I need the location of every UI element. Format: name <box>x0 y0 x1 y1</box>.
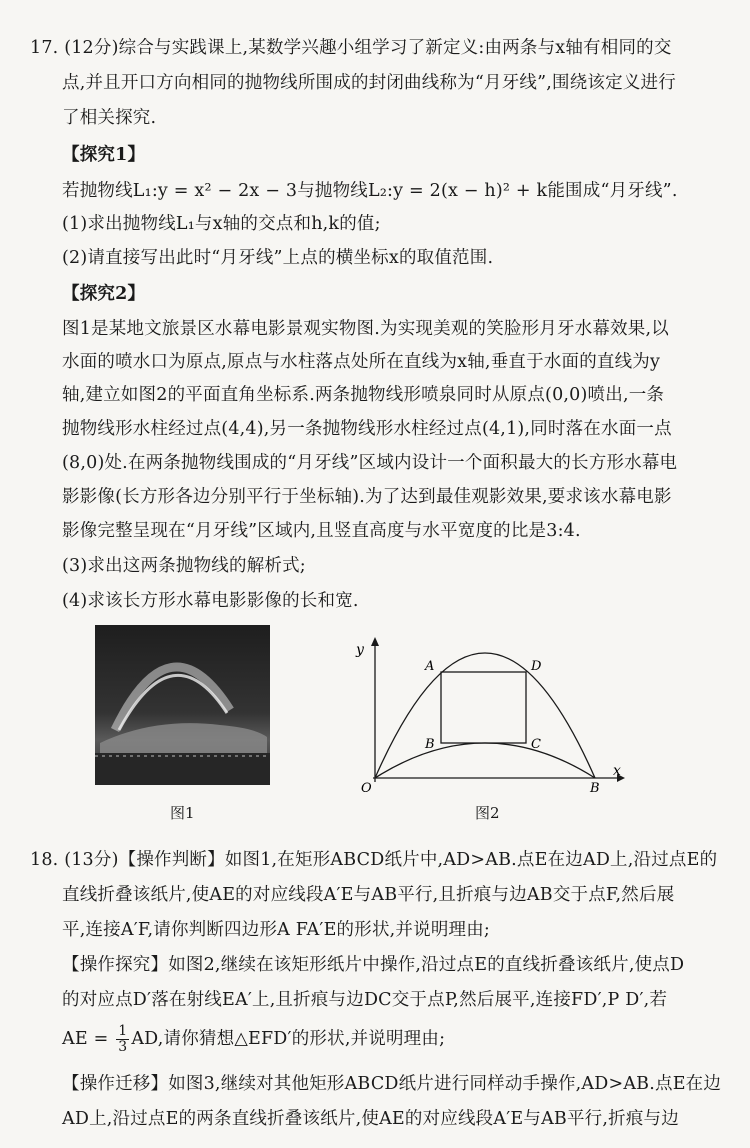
q18-line-4: 【操作探究】如图2,继续在该矩形纸片中操作,沿过点E的直线折叠该纸片,使点D <box>62 955 685 975</box>
q17-line-3: 了相关探究. <box>62 108 157 128</box>
figure-2-diagram <box>345 632 635 792</box>
label-D: D <box>531 659 542 674</box>
q17-heading-explore-1: 【探究1】 <box>62 145 146 165</box>
figure-1-photo <box>95 625 270 785</box>
q18-line-3: 平,连接A′F,请你判断四边形A FA′E的形状,并说明理由; <box>62 920 491 940</box>
figure-1-caption: 图1 <box>170 804 195 822</box>
q17-subq-2: (2)请直接写出此时“月牙线”上点的横坐标x的取值范围. <box>62 248 494 268</box>
fraction-denominator: 3 <box>118 1039 128 1055</box>
q17-subq-3: (3)求出这两条抛物线的解析式; <box>62 556 306 576</box>
label-B-end: B <box>590 781 600 792</box>
q18-line-6-prefix: AE = <box>62 1029 109 1049</box>
y-axis-arrow-icon <box>371 637 379 646</box>
q17-line-12: 影影像(长方形各边分别平行于坐标轴).为了达到最佳观影效果,要求该水幕电影 <box>62 487 672 507</box>
q17-line-13: 影像完整呈现在“月牙线”区域内,且竖直高度与水平宽度的比是3:4. <box>62 521 581 541</box>
label-A: A <box>425 659 435 674</box>
q17-subq-4: (4)求该长方形水幕电影影像的长和宽. <box>62 591 359 611</box>
q18-line-1: 18. (13分)【操作判断】如图1,在矩形ABCD纸片中,AD>AB.点E在边AD上,沿过点E的 <box>30 850 718 870</box>
q17-subq-1: (1)求出抛物线L₁与x轴的交点和h,k的值; <box>62 214 381 234</box>
fountain-illustration <box>95 625 270 785</box>
q17-heading-explore-2: 【探究2】 <box>62 284 146 304</box>
q18-line-2: 直线折叠该纸片,使AE的对应线段A′E与AB平行,且折痕与边AB交于点F,然后展 <box>62 885 675 905</box>
q17-line-4: 若抛物线L₁:y = x² − 2x − 3与抛物线L₂:y = 2(x − h)² + k能围成“月牙线”. <box>62 181 678 201</box>
label-B: B <box>425 737 435 752</box>
label-x: x <box>613 763 621 779</box>
fraction-one-third <box>116 1024 129 1055</box>
q18-line-7: 【操作迁移】如图3,继续对其他矩形ABCD纸片进行同样动手操作,AD>AB.点E在边 <box>62 1074 722 1094</box>
q17-line-10: 抛物线形水柱经过点(4,4),另一条抛物线形水柱经过点(4,1),同时落在水面一点 <box>62 419 672 439</box>
q18-line-5: 的对应点D′落在射线EA′上,且折痕与边DC交于点P,然后展平,连接FD′,P D′,若 <box>62 990 668 1010</box>
q17-line-2: 点,并且开口方向相同的抛物线所围成的封闭曲线称为“月牙线”,围绕该定义进行 <box>62 73 676 93</box>
figure-2-caption: 图2 <box>475 804 500 822</box>
q17-line-11: (8,0)处.在两条抛物线围成的“月牙线”区域内设计一个面积最大的长方形水幕电 <box>62 453 678 473</box>
q17-line-1: 17. (12分)综合与实践课上,某数学兴趣小组学习了新定义:由两条与x轴有相同的交 <box>30 38 672 58</box>
q18-line-6-suffix: AD,请你猜想△EFD′的形状,并说明理由; <box>131 1029 446 1049</box>
q17-line-9: 轴,建立如图2的平面直角坐标系.两条抛物线形喷泉同时从原点(0,0)喷出,一条 <box>62 385 665 405</box>
q18-line-8: AD上,沿过点E的两条直线折叠该纸片,使AE的对应线段A′E与AB平行,折痕与边 <box>62 1109 679 1129</box>
label-O: O <box>361 781 372 792</box>
q18-line-6 <box>62 1022 445 1056</box>
rectangle-ABCD <box>441 672 526 743</box>
q17-line-7: 图1是某地文旅景区水幕电影景观实物图.为实现美观的笑脸形月牙水幕效果,以 <box>62 319 669 339</box>
label-y: y <box>356 642 364 658</box>
q17-line-8: 水面的喷水口为原点,原点与水柱落点处所在直线为x轴,垂直于水面的直线为y <box>62 352 661 372</box>
lower-parabola <box>375 743 595 778</box>
fraction-numerator: 1 <box>118 1023 128 1039</box>
label-C: C <box>531 737 541 752</box>
